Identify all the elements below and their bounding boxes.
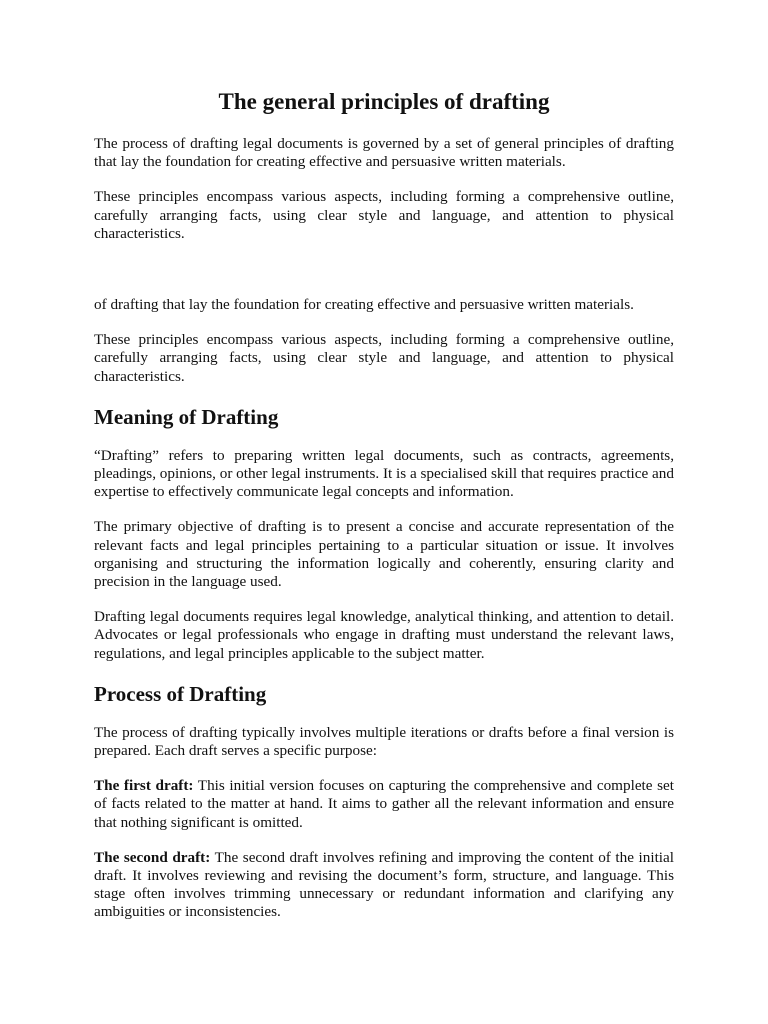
process-intro-paragraph: The process of drafting typically involves multiple iterations or drafts before a final version is prepared. Each draft serves a specific purpose:: [94, 723, 674, 760]
first-draft-text: This initial version focuses on capturing the comprehensive and complete set of facts related to the matter at hand. It aims to gather all the relevant information and ensure that nothing significant is omitted.: [94, 777, 674, 831]
blank-gap: [94, 260, 674, 296]
intro-paragraph-2: These principles encompass various aspects, including forming a comprehensive outline, carefully arranging facts, using clear style and language, and attention to physical characteristics.: [94, 188, 674, 242]
document-title: The general principles of drafting: [218, 89, 550, 114]
meaning-paragraph-1: “Drafting” refers to preparing written legal documents, such as contracts, agreements, pleadings, opinions, or other legal instruments. It is a specialised skill that requires practice and expertise to effectively communicate legal concepts and information.: [94, 446, 674, 501]
intro-paragraph-4: These principles encompass various aspects, including forming a comprehensive outline, carefully arranging facts, using clear style and language, and attention to physical characteristics.: [94, 331, 674, 385]
meaning-heading: Meaning of Drafting: [94, 404, 279, 429]
meaning-paragraph-3: Drafting legal documents requires legal knowledge, analytical thinking, and attention to detail. Advocates or legal professionals who engage in drafting must understand the relevant laws, regulations, and legal principles applicable to the subject matter.: [94, 608, 674, 662]
first-draft-paragraph: [94, 777, 674, 832]
meaning-paragraph-2: The primary objective of drafting is to present a concise and accurate representation of the relevant facts and legal principles pertaining to a particular situation or issue. It involves organising and structuring the information logically and coherently, ensuring clarity and precision in the language used.: [94, 518, 674, 591]
second-draft-text: The second draft involves refining and improving the content of the initial draft. It involves reviewing and revising the document’s form, structure, and language. This stage often involves trimming unnecessary or redundant information and clarifying any ambiguities or inconsistencies.: [94, 848, 674, 921]
process-heading: Process of Drafting: [94, 681, 267, 706]
second-draft-label: The second draft:: [94, 848, 211, 866]
intro-paragraph-3: of drafting that lay the foundation for creating effective and persuasive written materials.: [94, 296, 634, 314]
first-draft-label: The first draft:: [94, 777, 194, 795]
second-draft-paragraph: [94, 849, 674, 922]
intro-paragraph-1: The process of drafting legal documents is governed by a set of general principles of drafting that lay the foundation for creating effective and persuasive written materials.: [94, 135, 674, 171]
